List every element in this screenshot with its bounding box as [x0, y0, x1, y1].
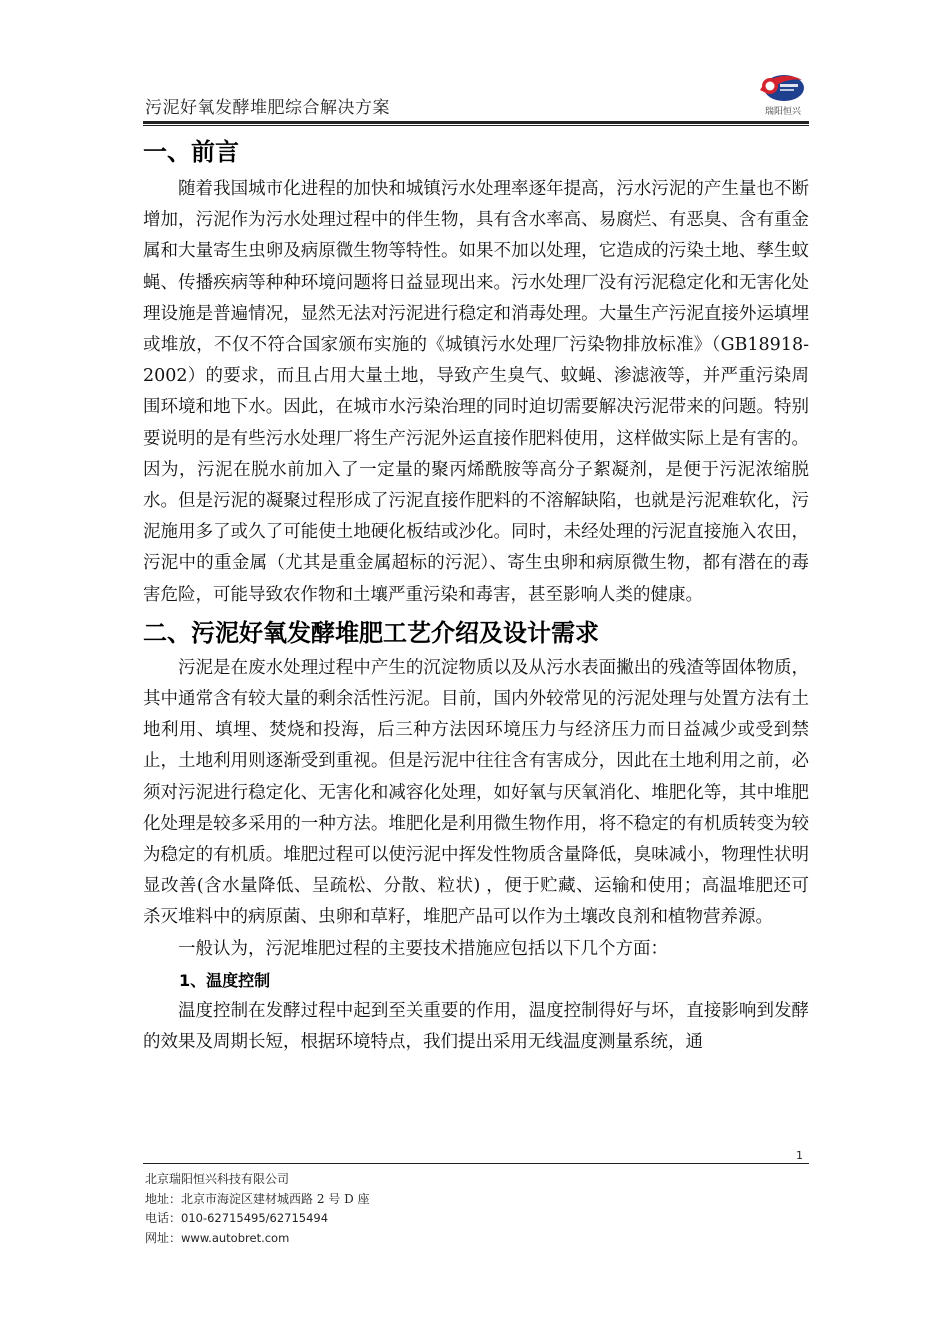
footer-divider [143, 1163, 809, 1164]
process-intro-paragraph: 一般认为，污泥堆肥过程的主要技术措施应包括以下几个方面： [178, 938, 668, 959]
footer-phone: 电话：010-62715495/62715494 [145, 1211, 329, 1225]
main-content [143, 134, 809, 1058]
footer-address: 地址：北京市海淀区建材城西路 2 号 D 座 [145, 1191, 370, 1206]
header-divider-thin [143, 125, 809, 126]
footer-website: 网址：www.autobret.com [145, 1230, 290, 1245]
footer [145, 1170, 370, 1248]
process-paragraph: 污泥是在废水处理过程中产生的沉淀物质以及从污水表面撇出的残渣等固体物质，其中通常含有较大量的剩余活性污泥。目前，国内外较常见的污泥处理与处置方法有土地利用、填埋、焚烧和投海，后三种方法因环境压力与经济压力而日益减少或受到禁止，土地利用则逐渐受到重视。但是污泥中往往含有害成分，因此在土地利用之前，必须对污泥进行稳定化、无害化和减容化处理，如好氧与厌氧消化、堆肥化等，其中堆肥化处理是较多采用的一种方法。堆肥化是利用微生物作用，将不稳定的有机质转变为较为稳定的有机质。堆肥过程可以使污泥中挥发性物质含量降低，臭味减小，物理性状明显改善(含水量降低、呈疏松、分散、粒状) ，便于贮藏、运输和使用；高温堆肥还可杀灭堆料中的病原菌、虫卵和草籽，堆肥产品可以作为土壤改良剂和植物营养源。 [143, 657, 809, 928]
section-heading-process: 二、污泥好氧发酵堆肥工艺介绍及设计需求 [143, 618, 599, 647]
header-divider [143, 121, 809, 124]
footer-company: 北京瑞阳恒兴科技有限公司 [145, 1172, 290, 1186]
logo-caption: 瑞阳恒兴 [764, 107, 801, 117]
page-number: 1 [796, 1149, 803, 1162]
header-title: 污泥好氧发酵堆肥综合解决方案 [145, 98, 390, 118]
website-link: www.autobret.com [181, 1230, 290, 1245]
preface-paragraph: 随着我国城市化进程的加快和城镇污水处理率逐年提高，污水污泥的产生量也不断增加，污泥作为污水处理过程中的伴生物，具有含水率高、易腐烂、有恶臭、含有重金属和大量寄生虫卵及病原微生物等特性。如果不加以处理，它造成的污染土地、孳生蚊蝇、传播疾病等种种环境问题将日益显现出来。污水处理厂没有污泥稳定化和无害化处理设施是普遍情况，显然无法对污泥进行稳定和消毒处理。大量生产污泥直接外运填埋或堆放，不仅不符合国家颁布实施的《城镇污水处理厂污染物排放标准》（GB18918-2002）的要求，而且占用大量土地，导致产生臭气、蚊蝇、渗滤液等，并严重污染周围环境和地下水。因此，在城市水污染治理的同时迫切需要解决污泥带来的问题。特别要说明的是有些污水处理厂将生产污泥外运直接作肥料使用，这样做实际上是有害的。因为，污泥在脱水前加入了一定量的聚丙烯酰胺等高分子絮凝剂，是便于污泥浓缩脱水。但是污泥的凝聚过程形成了污泥直接作肥料的不溶解缺陷，也就是污泥难软化，污泥施用多了或久了可能使土地硬化板结或沙化。同时，未经处理的污泥直接施入农田，污泥中的重金属（尤其是重金属超标的污泥）、寄生虫卵和病原微生物，都有潜在的毒害危险，可能导致农作物和土壤严重污染和毒害，甚至影响人类的健康。 [143, 179, 809, 605]
section-heading-preface: 一、前言 [143, 138, 239, 166]
subheading-temperature-control: 1、温度控制 [179, 970, 271, 990]
temperature-paragraph: 温度控制在发酵过程中起到至关重要的作用，温度控制得好与坏，直接影响到发酵的效果及周期长短，根据环境特点，我们提出采用无线温度测量系统，通 [143, 1000, 809, 1053]
